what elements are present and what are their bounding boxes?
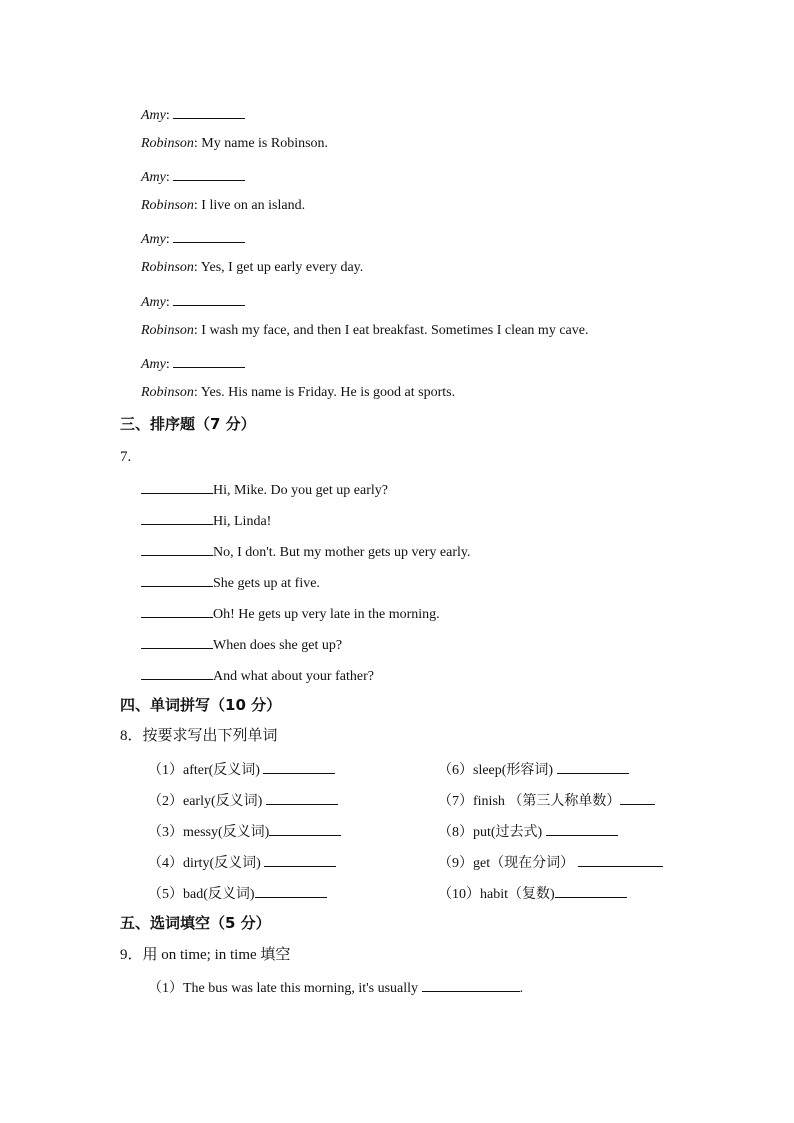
order-blank[interactable]	[141, 665, 213, 680]
order-item	[141, 603, 440, 624]
dialogue-line: Robinson: Yes. His name is Friday. He is good at sports.	[141, 385, 456, 400]
dialogue-text: I wash my face, and then I eat breakfast. Sometimes I clean my cave.	[201, 323, 589, 338]
speaker: Robinson	[141, 198, 194, 213]
word-prompt: （3）messy(反义词)	[148, 825, 270, 840]
question-text: 8．按要求写出下列单词	[120, 728, 278, 744]
word-blank[interactable]	[264, 852, 336, 867]
speaker: Robinson	[141, 323, 194, 338]
word-prompt: （1）after(反义词)	[148, 763, 260, 778]
dialogue-line: Amy:	[141, 291, 245, 312]
order-item	[141, 634, 342, 655]
speaker: Amy	[141, 108, 166, 123]
speaker: Robinson	[141, 136, 194, 151]
order-item	[141, 665, 374, 686]
word-item	[438, 883, 627, 904]
order-text: No, I don't. But my mother gets up very early.	[213, 545, 471, 560]
word-blank[interactable]	[578, 852, 663, 867]
answer-blank[interactable]	[173, 291, 245, 306]
answer-blank[interactable]	[173, 104, 245, 119]
word-prompt: （7）finish （第三人称单数）	[438, 794, 621, 809]
word-blank[interactable]	[269, 821, 341, 836]
question-text: 9．用 on time; in time 填空	[120, 947, 291, 963]
order-text: When does she get up?	[213, 638, 343, 653]
word-prompt: （2）early(反义词)	[148, 794, 263, 809]
answer-blank[interactable]	[173, 228, 245, 243]
speaker: Robinson	[141, 260, 194, 275]
dialogue-line: Robinson: I live on an island.	[141, 198, 306, 213]
order-blank[interactable]	[141, 634, 213, 649]
question-number: 7.	[120, 449, 132, 465]
dialogue-line: Amy:	[141, 353, 245, 374]
dialogue-line: Robinson: Yes, I get up early every day.	[141, 260, 364, 275]
dialogue-line: Amy:	[141, 228, 245, 249]
dialogue-text: Yes. His name is Friday. He is good at sports.	[200, 385, 456, 400]
word-item	[148, 790, 338, 811]
word-item	[438, 852, 663, 873]
order-item	[141, 541, 470, 562]
speaker: Robinson	[141, 385, 194, 400]
word-item	[148, 883, 327, 904]
order-text: And what about your father?	[213, 669, 374, 684]
speaker: Amy	[141, 170, 166, 185]
word-prompt: （10）habit（复数)	[438, 887, 555, 902]
order-blank[interactable]	[141, 510, 213, 525]
word-blank[interactable]	[557, 759, 629, 774]
word-item	[148, 852, 336, 873]
section-heading: 四、单词拼写（10 分）	[120, 696, 282, 714]
dialogue-line: Robinson: I wash my face, and then I eat breakfast. Sometimes I clean my cave.	[141, 323, 589, 338]
word-blank[interactable]	[555, 883, 627, 898]
dialogue-line: Amy:	[141, 166, 245, 187]
dialogue-text: Yes, I get up early every day.	[200, 260, 364, 275]
word-item	[438, 759, 629, 780]
dialogue-line: Amy:	[141, 104, 245, 125]
word-prompt: （5）bad(反义词)	[148, 887, 255, 902]
order-text: Hi, Linda!	[213, 514, 272, 529]
order-blank[interactable]	[141, 541, 213, 556]
word-item	[148, 821, 341, 842]
word-blank[interactable]	[620, 790, 655, 805]
answer-blank[interactable]	[173, 166, 245, 181]
speaker: Amy	[141, 295, 166, 310]
dialogue-line: Robinson: My name is Robinson.	[141, 136, 329, 151]
speaker: Amy	[141, 232, 166, 247]
order-text: Hi, Mike. Do you get up early?	[213, 483, 388, 498]
end-punct: .	[519, 981, 524, 996]
word-item	[148, 759, 335, 780]
section-heading: 三、排序题（7 分）	[120, 415, 256, 433]
word-prompt: （6）sleep(形容词)	[438, 763, 554, 778]
dialogue-text: My name is Robinson.	[201, 136, 329, 151]
word-prompt: （8）put(过去式)	[438, 825, 543, 840]
order-blank[interactable]	[141, 479, 213, 494]
order-item	[141, 510, 271, 531]
word-item	[438, 790, 655, 811]
word-blank[interactable]	[263, 759, 335, 774]
order-text: Oh! He gets up very late in the morning.	[213, 607, 440, 622]
speaker: Amy	[141, 357, 166, 372]
order-item	[141, 479, 388, 500]
answer-blank[interactable]	[173, 353, 245, 368]
order-item	[141, 572, 320, 593]
word-blank[interactable]	[266, 790, 338, 805]
dialogue-text: I live on an island.	[201, 198, 306, 213]
fill-prompt: （1）The bus was late this morning, it's usually	[148, 981, 419, 996]
fill-blank[interactable]	[422, 977, 520, 992]
word-prompt: （9）get（现在分词）	[438, 856, 575, 871]
section-heading: 五、选词填空（5 分）	[120, 914, 271, 932]
word-blank[interactable]	[255, 883, 327, 898]
word-item	[438, 821, 618, 842]
word-blank[interactable]	[546, 821, 618, 836]
word-prompt: （4）dirty(反义词)	[148, 856, 261, 871]
fill-item	[148, 977, 523, 998]
order-blank[interactable]	[141, 572, 213, 587]
order-blank[interactable]	[141, 603, 213, 618]
order-text: She gets up at five.	[213, 576, 320, 591]
